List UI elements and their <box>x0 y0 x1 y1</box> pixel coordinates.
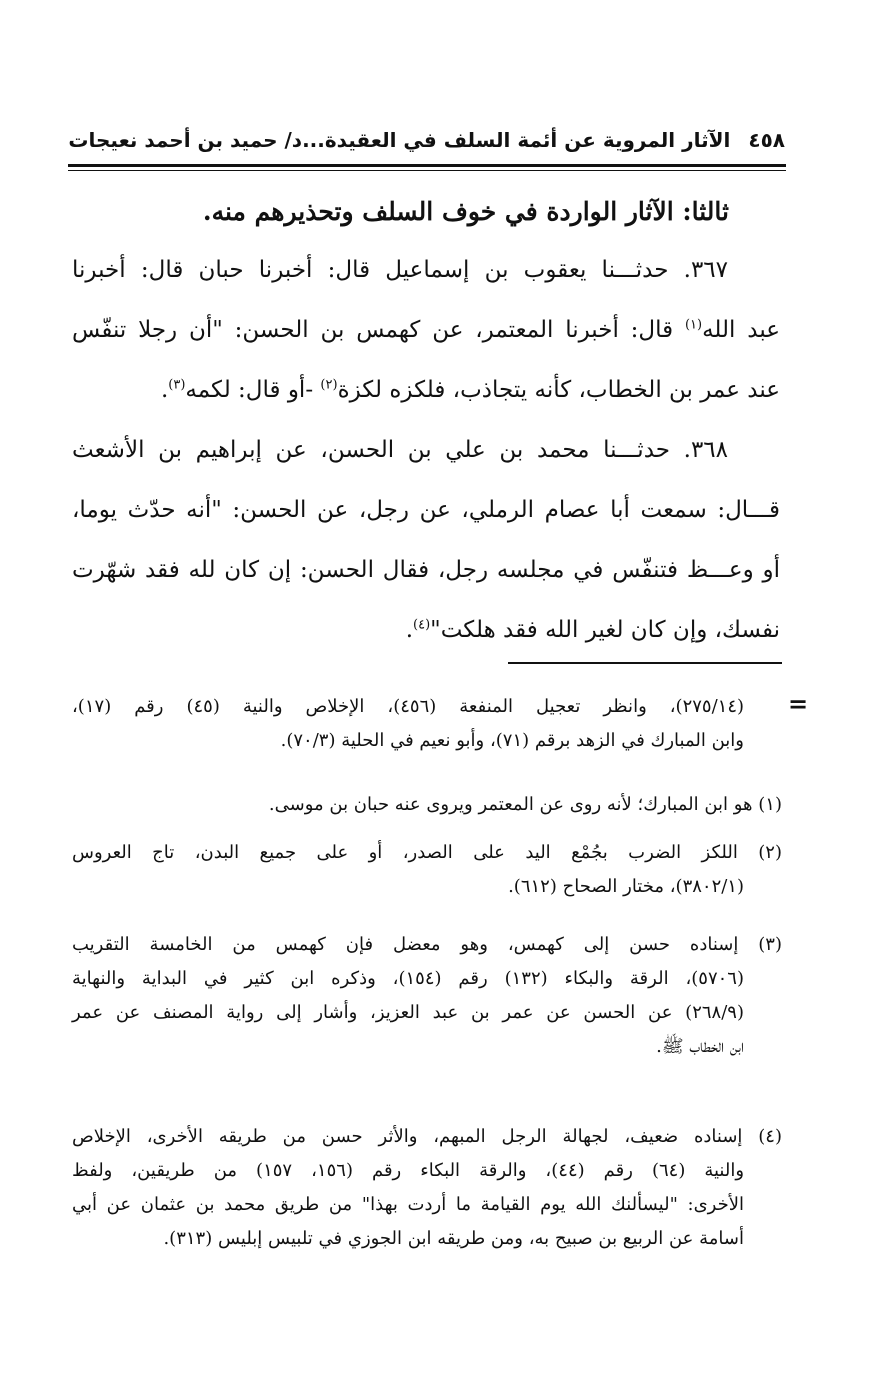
footnote-4 <box>72 1120 782 1256</box>
footnote-2 <box>72 836 782 904</box>
footnote-line: (٣) إسناده حسن إلى كهمس، وهو معضل فإن كهمس من الخامسة التقريب <box>72 934 782 955</box>
footnote-separator <box>508 662 782 664</box>
footnote-line: (٤) إسناده ضعيف، لجهالة الرجل المبهم، والأثر حسن من طريقه الأخرى، الإخلاص <box>72 1126 782 1147</box>
text-line: ٣٦٧. حدثـــنا يعقوب بن إسماعيل قال: أخبرنا حبان قال: أخبرنا <box>72 257 728 283</box>
footnote-line: والنية (٦٤) رقم (٤٤)، والرقة البكاء رقم (١٥٦، ١٥٧) من طريقين، ولفظ <box>72 1160 745 1181</box>
text-line: ٣٦٨. حدثـــنا محمد بن علي بن الحسن، عن إبراهيم بن الأشعث <box>72 437 728 463</box>
footnote-line: ابن الخطاب ﷺ. <box>656 1036 744 1057</box>
main-text <box>72 240 780 660</box>
footnotes-block-continued <box>72 690 782 758</box>
running-header <box>68 122 785 158</box>
footnote-1 <box>72 788 782 822</box>
header-rule-thick <box>68 164 786 167</box>
footnote-line: (١) هو ابن المبارك؛ لأنه روى عن المعتمر ويروى عنه حبان بن موسى. <box>268 794 782 815</box>
continuation-mark: = <box>788 690 809 718</box>
footnote-line: (٥٧٠٦)، الرقة والبكاء (١٣٢) رقم (١٥٤)، وذكره ابن كثير في البداية والنهاية <box>72 968 744 989</box>
text-line: نفسك، وإن كان لغير الله فقد هلكت"$^{(٤)}$. <box>405 617 780 643</box>
header-rule-thin <box>68 170 786 171</box>
text-line: أو وعـــظ فتنفّس في مجلسه رجل، فقال الحسن: إن كان لله فقد شهّرت <box>72 557 780 583</box>
text-line: قـــال: سمعت أبا عصام الرملي، عن رجل، عن الحسن: "أنه حدّث يوما، <box>72 497 780 523</box>
text-line: عبد الله$^{(١)}$ قال: أخبرنا المعتمر، عن كهمس بن الحسن: "أن رجلا تنفّس <box>72 317 780 343</box>
footnote-line: (٣٨٠٢/١)، مختار الصحاح (٦١٢). <box>508 876 744 897</box>
text-line: عند عمر بن الخطاب، كأنه يتجاذب، فلكزه لكزة$^{(٢)}$ -أو قال: لكمه$^{(٣)}$. <box>160 377 780 403</box>
footnote-line: (٢٧٥/١٤)، وانظر تعجيل المنفعة (٤٥٦)، الإخلاص والنية (٤٥) رقم (١٧)، <box>72 696 745 717</box>
section-heading: ثالثا: الآثار الواردة في خوف السلف وتحذيرهم منه. <box>202 197 729 226</box>
footnote-line: (٢٦٨/٩) عن الحسن عن عمر بن عبد العزيز، وأشار إلى رواية المصنف عن عمر <box>72 1002 744 1023</box>
running-title: الآثار المروية عن أئمة السلف في العقيدة...د/ حميد بن أحمد نعيجات <box>68 128 731 152</box>
footnote-line: أسامة عن الربيع بن صبيح به، ومن طريقه ابن الجوزي في تلبيس إبليس (٣١٣). <box>163 1228 744 1249</box>
page-number: ٤٥٨ <box>748 128 785 152</box>
footnote-line: الأخرى: "ليسألنك الله يوم القيامة ما أردت بهذا" من طريق محمد بن عثمان عن أبي <box>72 1194 744 1215</box>
footnote-line: وابن المبارك في الزهد برقم (٧١)، وأبو نعيم في الحلية (٧٠/٣). <box>280 730 744 751</box>
footnote-line: (٢) اللكز الضرب بجُمْع اليد على الصدر، أو على جميع البدن، تاج العروس <box>72 842 782 863</box>
footnote-3 <box>72 928 782 1064</box>
